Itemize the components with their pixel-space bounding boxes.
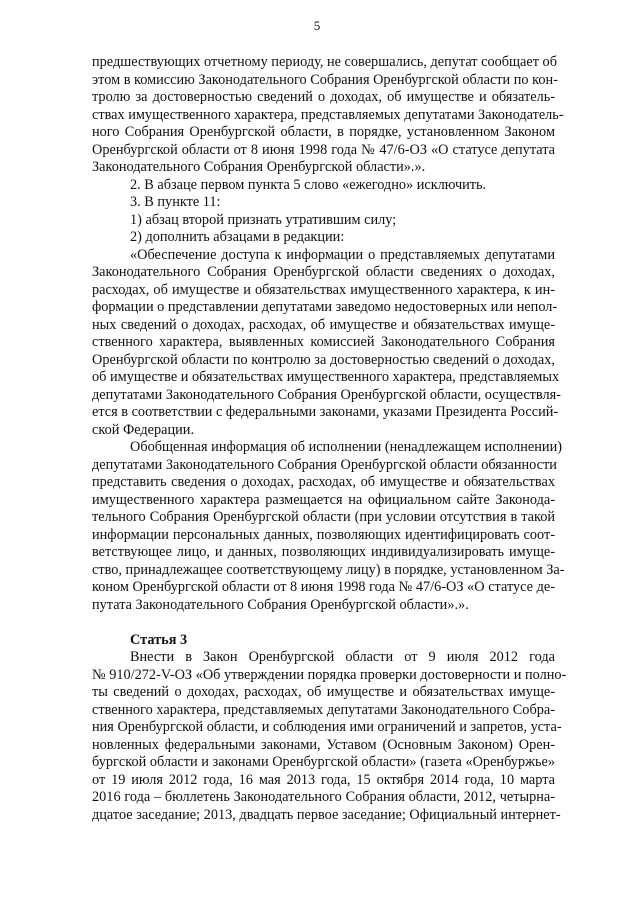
text-line: 3. В пункте 11:	[130, 194, 221, 210]
text-line: Законодательного Собрания Оренбургской области».».	[92, 159, 426, 175]
text-line: Оренбургской области по контролю за достоверностью сведений о доходах,	[92, 351, 555, 368]
text-line: Внести в Закон Оренбургской области от 9 июля 2012 года	[130, 649, 555, 665]
text-line: этом в комиссию Законодательного Собрания Оренбургской области по кон-	[92, 71, 558, 88]
text-line: представить сведения о доходах, расходах, об имуществе и обязательствах	[92, 474, 555, 490]
text-line: «Обеспечение доступа к информации о представляемых депутатами	[130, 246, 555, 263]
text-line: информации персональных данных, позволяющих идентифицировать соот-	[92, 526, 555, 543]
section-heading: Статья 3	[130, 631, 188, 648]
text-line: ствах имущественного характера, представляемых депутатами Законодатель-	[92, 106, 564, 123]
text-line: 1) абзац второй признать утратившим силу;	[130, 211, 397, 228]
text-line: депутатами Законодательного Собрания Оренбургской области обязанности	[92, 456, 557, 473]
text-line: Законодательного Собрания Оренбургской области сведениях о доходах,	[92, 264, 555, 280]
text-line: № 910/272-V-ОЗ «Об утверждении порядка проверки достоверности и полно-	[92, 666, 567, 683]
text-line: тролю за достоверностью сведений о доходах, об имуществе и обязатель-	[92, 89, 555, 105]
text-line: 2016 года – бюллетень Законодательного Собрания области, 2012, четырна-	[92, 789, 555, 805]
text-line: от 19 июля 2012 года, 16 мая 2013 года, 15 октября 2014 года, 10 марта	[92, 771, 555, 788]
text-line: дцатое заседание; 2013, двадцать первое заседание; Официальный интернет-	[92, 806, 561, 823]
text-line: ных сведений о доходах, расходах, об имуществе и обязательствах имуще-	[92, 316, 555, 333]
page-number: 5	[313, 18, 321, 33]
text-line: имущественного характера размещается на официальном сайте Законода-	[92, 491, 555, 508]
text-line: Оренбургской области от 8 июня 1998 года № 47/6-ОЗ «О статусе депутата	[92, 141, 555, 158]
text-line: ской Федерации.	[92, 421, 195, 438]
paragraph-block	[92, 54, 565, 614]
text-line: ветствующее лицо, и данных, позволяющих индивидуализировать имуще-	[92, 544, 555, 560]
document-body	[92, 54, 567, 824]
text-line: коном Оренбургской области от 8 июня 1998 года № 47/6-ОЗ «О статусе де-	[92, 579, 555, 595]
text-line: ство, принадлежащее соответствующему лицу) в порядке, установленном За-	[92, 561, 565, 578]
text-line: об имуществе и обязательствах имущественного характера, представляемых	[92, 369, 560, 385]
text-line: предшествующих отчетному периоду, не совершались, депутат сообщает об	[92, 54, 557, 70]
text-line: новленных федеральными законами, Уставом (Основным Законом) Орен-	[92, 736, 555, 753]
text-line: путата Законодательного Собрания Оренбургской области».».	[92, 596, 469, 613]
text-line: формации о представлении депутатами заведомо недостоверных или непол-	[92, 299, 558, 315]
text-line: ственного характера, выявленных комиссией Законодательного Собрания	[92, 334, 555, 350]
text-line: 2. В абзаце первом пункта 5 слово «ежегодно» исключить.	[130, 176, 487, 193]
text-line: Обобщенная информация об исполнении (ненадлежащем исполнении)	[130, 439, 562, 455]
text-line: ния Оренбургской области, и соблюдения ими ограничений и запретов, уста-	[92, 719, 562, 735]
spacer	[92, 614, 555, 632]
text-line: ется в соответствии с федеральными законами, указами Президента Россий-	[92, 404, 559, 420]
text-line: ственного характера, представляемых депутатами Законодательного Собра-	[92, 701, 555, 718]
text-line: 2) дополнить абзацами в редакции:	[130, 229, 345, 245]
article-paragraph	[92, 649, 567, 824]
text-line: бургской области и законами Оренбургской области» (газета «Оренбуржье»	[92, 754, 555, 770]
text-line: тельного Собрания Оренбургской области (при условии отсутствия в такой	[92, 509, 555, 525]
text-line: депутатами Законодательного Собрания Оренбургской области, осуществля-	[92, 386, 561, 403]
text-line: расходах, об имуществе и обязательствах имущественного характера, к ин-	[92, 281, 555, 298]
text-line: ты сведений о доходах, расходах, об имуществе и обязательствах имуще-	[92, 684, 555, 700]
text-line: ного Собрания Оренбургской области, в порядке, установленном Законом	[92, 124, 555, 140]
